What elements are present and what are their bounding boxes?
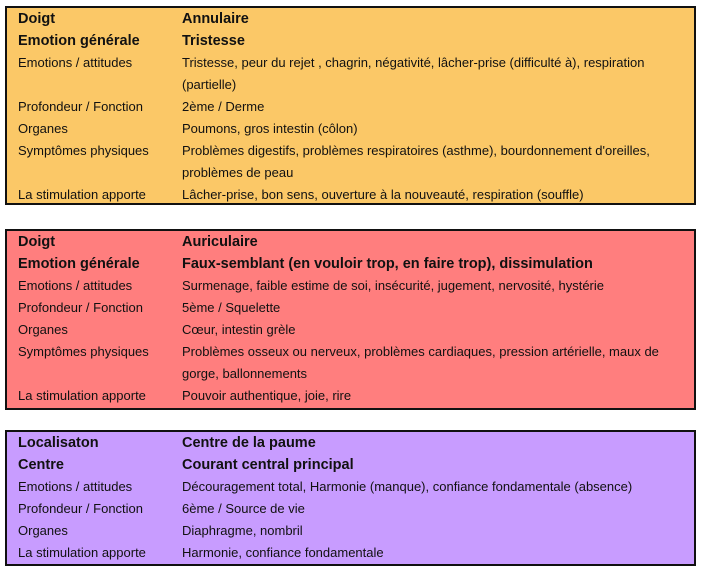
table-row [7, 140, 694, 184]
row-label: Organes [18, 121, 68, 136]
row-label: Organes [18, 322, 68, 337]
row-value: 2ème / Derme [182, 99, 265, 114]
row-label: Emotions / attitudes [18, 55, 133, 70]
header-row-centre [7, 454, 694, 476]
row-value: Pouvoir authentique, joie, rire [182, 388, 352, 403]
row-value: 5ème / Squelette [182, 300, 281, 315]
table-row [7, 275, 694, 297]
row-label: Symptômes physiques [18, 344, 149, 359]
row-value: Surmenage, faible estime de soi, insécurité, jugement, nervosité, hystérie [182, 278, 604, 293]
header-row-emotion [7, 30, 694, 52]
table-row [7, 52, 694, 96]
table-row [7, 297, 694, 319]
header-row-doigt [7, 8, 694, 30]
row-label: Doigt [18, 11, 56, 27]
table-row [7, 184, 694, 206]
table-row [7, 498, 694, 520]
card-centre-paume [5, 430, 696, 566]
row-value: Poumons, gros intestin (côlon) [182, 121, 358, 136]
table-row [7, 385, 694, 407]
row-label: Organes [18, 523, 68, 538]
row-value: Courant central principal [182, 457, 354, 473]
header-row-localisation [7, 432, 694, 454]
row-value: Diaphragme, nombril [182, 523, 303, 538]
row-label: Doigt [18, 234, 56, 250]
table-row [7, 520, 694, 542]
row-value: Faux-semblant (en vouloir trop, en faire trop), dissimulation [182, 256, 593, 272]
card-annulaire [5, 6, 696, 205]
row-label: Profondeur / Fonction [18, 300, 144, 315]
row-value: Annulaire [182, 11, 249, 27]
row-label: Symptômes physiques [18, 143, 149, 158]
table-row [7, 341, 694, 385]
row-label: La stimulation apporte [18, 187, 146, 202]
row-label: Centre [18, 457, 64, 473]
header-row-doigt [7, 231, 694, 253]
row-value: 6ème / Source de vie [182, 501, 305, 516]
row-value: Tristesse [182, 33, 245, 49]
row-value: Centre de la paume [182, 435, 316, 451]
row-value: Problèmes osseux ou nerveux, problèmes cardiaques, pression artérielle, maux de gorge, ballonnements [182, 344, 659, 381]
table-row [7, 542, 694, 564]
row-label: Emotions / attitudes [18, 479, 133, 494]
row-value: Tristesse, peur du rejet , chagrin, négativité, lâcher-prise (difficulté à), respiration (partielle) [182, 55, 645, 92]
row-value: Harmonie, confiance fondamentale [182, 545, 384, 560]
row-label: Emotions / attitudes [18, 278, 133, 293]
row-value: Problèmes digestifs, problèmes respiratoires (asthme), bourdonnement d'oreilles, problèmes de peau [182, 143, 650, 180]
row-value: Lâcher-prise, bon sens, ouverture à la nouveauté, respiration (souffle) [182, 187, 584, 202]
table-row [7, 118, 694, 140]
row-label: Localisaton [18, 435, 99, 451]
table-row [7, 96, 694, 118]
row-value: Cœur, intestin grèle [182, 322, 296, 337]
header-row-emotion [7, 253, 694, 275]
table-row [7, 476, 694, 498]
row-label: Emotion générale [18, 256, 140, 272]
row-label: La stimulation apporte [18, 388, 146, 403]
row-label: Emotion générale [18, 33, 140, 49]
row-label: La stimulation apporte [18, 545, 146, 560]
row-value: Découragement total, Harmonie (manque), confiance fondamentale (absence) [182, 479, 633, 494]
row-value: Auriculaire [182, 234, 258, 250]
table-row [7, 319, 694, 341]
card-auriculaire [5, 229, 696, 410]
row-label: Profondeur / Fonction [18, 501, 144, 516]
row-label: Profondeur / Fonction [18, 99, 144, 114]
